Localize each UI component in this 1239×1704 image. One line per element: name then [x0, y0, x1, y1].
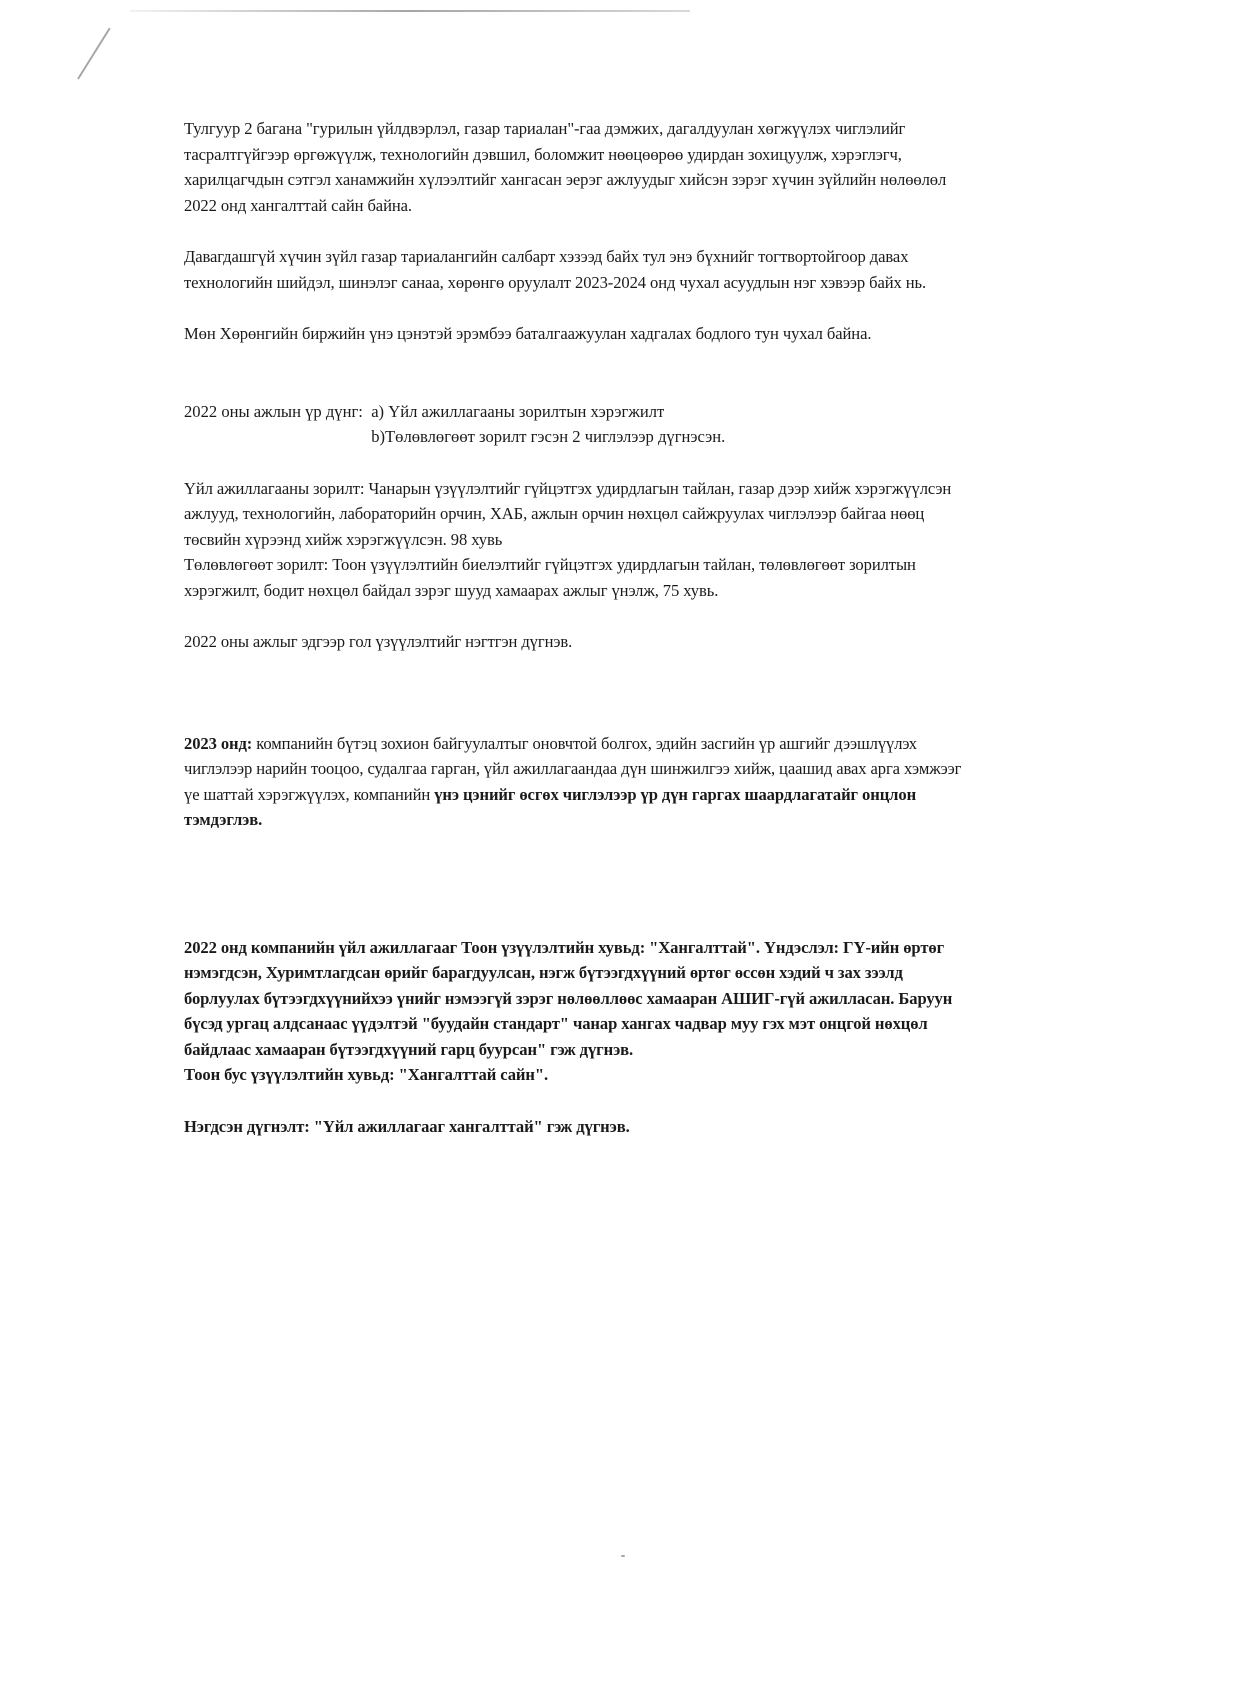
paragraph-force-majeure: Давагдашгүй хүчин зүйл газар тариалангийн салбарт хэзээд байх тул энэ бүхнийг тогтвортойгоор давах технологийн шийдэл, шинэлэг санаа, хөрөнгө оруулалт 2023-2024 онд чухал асуудлын нэг хэвээр байх нь. — [184, 247, 927, 292]
scan-edge-top — [130, 10, 690, 12]
results-items — [371, 399, 725, 450]
spacer — [184, 655, 1156, 731]
results-2022 — [184, 399, 1156, 450]
spacer — [184, 295, 1156, 321]
paragraph-2023-lead: 2023 онд: — [184, 733, 253, 753]
paragraph-2023-text: компанийн бүтэц зохион байгуулалтыг оновчтой болгох, эдийн засгийн үр ашгийг дээшлүүлэх чиглэлээр нарийн тооцоо, судалгаа гарган, үйл ажиллагаандаа дүн шинжилгээ хийж, цаашид авах арга хэмжээг үе шаттай хэрэгжүүлэх, компанийн — [184, 733, 962, 804]
results-label: 2022 оны ажлын үр дүнг: — [184, 401, 372, 421]
paragraph-evaluation: 2022 онд компанийн үйл ажиллагааг Тоон үзүүлэлтийн хувьд: "Хангалттай". Үндэслэл: ГҮ-ийн өртөг нэмэгдсэн, Хуримтлагдсан өрийг барагдуулсан, нэгж бүтээгдхүүний өртөг өссөн хэдий ч зах зээлд борлуулах бүтээгдхүүнийхээ үнийг нэмээгүй зэрэг нөлөөллөөс хамааран АШИГ-гүй ажилласан. Баруун бүсэд ургац алдсанаас үүдэлтэй "буудайн стандарт" чанар хангах чадвар муу гэх мэт онцгой нөхцөл байдлаас хамааран бүтээгдхүүний гарц буурсан" гэж дүгнэв. Тоон бус үзүүлэлтийн хувьд: "Хангалттай сайн". — [184, 937, 953, 1084]
spacer — [184, 909, 1156, 935]
document-page — [184, 116, 1156, 1139]
paragraph-summary-2022: 2022 оны ажлыг эдгээр гол үзүүлэлтийг нэгтгэн дүгнэв. — [184, 632, 573, 651]
spacer — [184, 347, 1156, 399]
spacer — [184, 218, 1156, 244]
spacer — [184, 603, 1156, 629]
results-item-a: а) Үйл ажиллагааны зорилтын хэрэгжилт — [371, 401, 665, 421]
paragraph-stock-exchange: Мөн Хөрөнгийн биржийн үнэ цэнэтэй эрэмбээ баталгаажуулан хадгалах бодлого тун чухал байна. — [184, 324, 872, 343]
results-item-b: b)Төлөвлөгөөт зорилт гэсэн 2 чиглэлээр дүгнэсэн. — [371, 427, 726, 446]
spacer — [184, 450, 1156, 476]
paragraph-objectives: Үйл ажиллагааны зорилт: Чанарын үзүүлэлтийг гүйцэтгэх удирдлагын тайлан, газар дээр хийж хэрэгжүүлсэн ажлууд, технологийн, лабораторийн орчин, ХАБ, ажлын орчин нөхцөл сайжруулах чиглэлээр байгаа нөөц төсвийн хүрээнд хийж хэрэгжүүлсэн. 98 хувь Төлөвлөгөөт зорилт: Тоон үзүүлэлтийн биелэлтийг гүйцэтгэх удирдлагын тайлан, төлөвлөгөөт зорилтын хэрэгжилт, бодит нөхцөл байдал зэрэг шууд хамаарах ажлыг үнэлж, 75 хувь. — [184, 478, 952, 600]
spacer — [184, 833, 1156, 909]
paragraph-2023 — [184, 731, 1156, 833]
scan-speck — [621, 1555, 625, 1557]
paragraph-2023-emphasis: үнэ цэнийг өсгөх чиглэлээр үр дүн гаргах шаардлагатайг онцлон тэмдэглэв. — [184, 784, 917, 829]
paragraph-conclusion: Нэгдсэн дүгнэлт: "Үйл ажиллагааг хангалттай" гэж дүгнэв. — [184, 1116, 630, 1136]
paragraph-pillars: Тулгуур 2 багана "гурилын үйлдвэрлэл, газар тариалан"-гаа дэмжих, дагалдуулан хөгжүүлэх чиглэлийг тасралтгүйгээр өргөжүүлж, технологийн дэвшил, боломжит нөөцөөрөө удирдан зохицуулж, хэрэглэгч, харилцагчдын сэтгэл ханамжийн хүлээлтийг хангасан эерэг ажлуудыг хийсэн зэрэг хүчин зүйлийн нөлөөлөл 2022 онд хангалттай сайн байна. — [184, 119, 947, 215]
scan-edge-corner — [77, 28, 110, 80]
spacer — [184, 1088, 1156, 1114]
